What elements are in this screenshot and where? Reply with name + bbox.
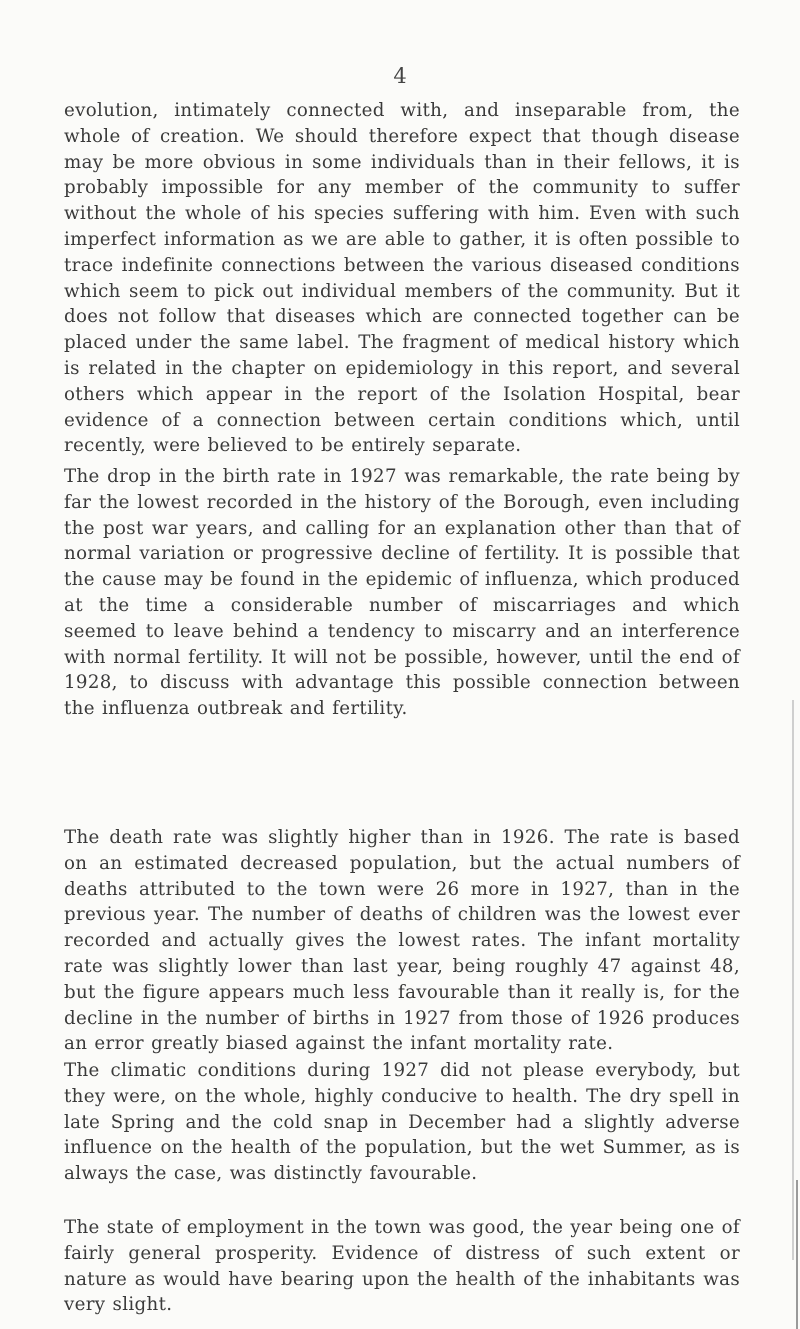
paragraph-climatic-conditions: The climatic conditions during 1927 did not please everybody, but they were, on the whole, highly conducive to health. The dry spell in late Spring and the cold snap in December had a slightly adverse influence on the health of the population, but the wet Summer, as is always the case, was distinctly favourable. [64,1060,740,1185]
paragraph-death-rate: The death rate was slightly higher than in 1926. The rate is based on an estimated decreased population, but the actual numbers of deaths attributed to the town were 26 more in 1927, than in the previous year. The number of deaths of children was the lowest ever recorded and actually gives the lowest rates. The infant mortality rate was slightly lower than last year, being roughly 47 against 48, but the figure appears much less favourable than it really is, for the decline in the number of births in 1927 from those of 1926 produces an error greatly biased against the infant mortality rate. [64,827,740,1055]
page-number: 4 [393,64,407,88]
paragraph-disease-connections: evolution, intimately connected with, and inseparable from, the whole of creation. We should therefore expect that though disease may be more obvious in some individuals than in their fellows, it is probably impossible for any member of the community to suffer without the whole of his species suffering with him. Even with such imperfect information as we are able to gather, it is often possible to trace indefinite connections between the various diseased conditions which seem to pick out individual members of the community. But it does not follow that diseases which are connected together can be placed under the same label. The fragment of medical history which is related in the chapter on epidemiology in this report, and several others which appear in the report of the Isolation Hospital, bear evidence of a connection between certain conditions which, until recently, were believed to be entirely separate. [64,100,740,457]
paragraph-birth-rate: The drop in the birth rate in 1927 was remarkable, the rate being by far the lowest recorded in the history of the Borough, even including the post war years, and calling for an explanation other than that of normal variation or progressive decline of fertility. It is possible that the cause may be found in the epidemic of influenza, which produced at the time a considerable number of miscarriages and which seemed to leave behind a tendency to miscarry and an interference with normal fertility. It will not be possible, however, until the end of 1928, to discuss with advantage this possible connection between the influenza outbreak and fertility. [64,466,740,720]
scan-edge-shadow [792,700,794,1260]
scan-edge-line [796,1180,798,1329]
paragraph-employment: The state of employment in the town was good, the year being one of fairly general prosperity. Evidence of distress of such extent or nature as would have bearing upon the health of the inhabitants was very slight. [64,1217,740,1316]
